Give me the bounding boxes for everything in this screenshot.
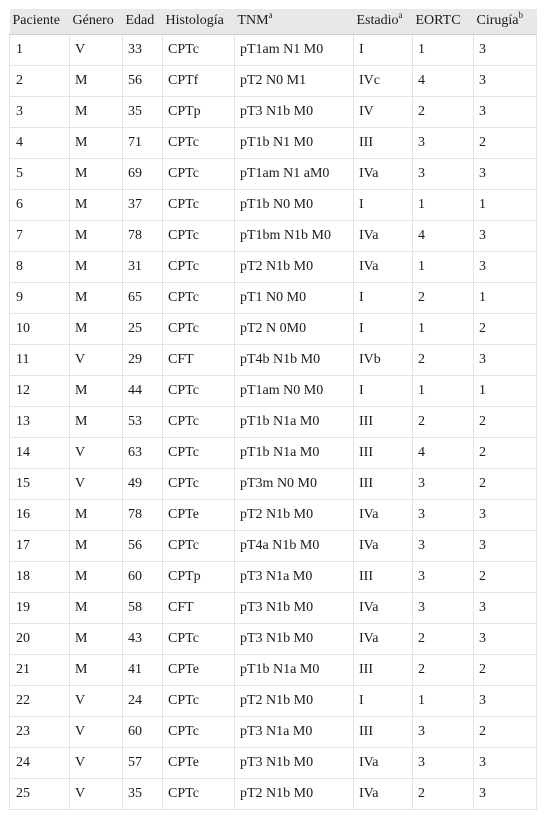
cell-histologia: CPTc — [163, 623, 235, 654]
cell-edad: 78 — [123, 499, 163, 530]
cell-paciente: 20 — [10, 623, 70, 654]
cell-tnm: pT2 N1b M0 — [235, 499, 354, 530]
cell-edad: 33 — [123, 34, 163, 65]
cell-estadio: IVb — [354, 344, 413, 375]
cell-eortc: 1 — [413, 685, 474, 716]
cell-estadio: IVa — [354, 158, 413, 189]
cell-histologia: CPTe — [163, 747, 235, 778]
header-cirugia: Cirugía$^b$ — [474, 9, 537, 34]
cell-cirugia: 2 — [474, 654, 537, 685]
cell-histologia: CPTp — [163, 96, 235, 127]
table-row — [10, 530, 537, 561]
cell-tnm: pT3 N1a M0 — [235, 561, 354, 592]
cell-paciente: 7 — [10, 220, 70, 251]
cell-tnm: pT4a N1b M0 — [235, 530, 354, 561]
cell-tnm: pT3 N1b M0 — [235, 96, 354, 127]
cell-paciente: 1 — [10, 34, 70, 65]
cell-edad: 65 — [123, 282, 163, 313]
table-row — [10, 592, 537, 623]
cell-histologia: CPTc — [163, 530, 235, 561]
cell-eortc: 3 — [413, 561, 474, 592]
cell-paciente: 21 — [10, 654, 70, 685]
cell-cirugia: 3 — [474, 778, 537, 809]
cell-paciente: 2 — [10, 65, 70, 96]
table-row — [10, 344, 537, 375]
cell-eortc: 1 — [413, 34, 474, 65]
cell-paciente: 15 — [10, 468, 70, 499]
cell-genero: M — [70, 530, 123, 561]
table-row — [10, 34, 537, 65]
table-row — [10, 561, 537, 592]
cell-histologia: CPTc — [163, 220, 235, 251]
cell-genero: V — [70, 468, 123, 499]
cell-paciente: 8 — [10, 251, 70, 282]
cell-tnm: pT1b N1a M0 — [235, 654, 354, 685]
cell-cirugia: 3 — [474, 251, 537, 282]
cell-histologia: CPTc — [163, 716, 235, 747]
cell-paciente: 10 — [10, 313, 70, 344]
cell-genero: V — [70, 747, 123, 778]
cell-histologia: CPTc — [163, 313, 235, 344]
cell-estadio: III — [354, 561, 413, 592]
cell-cirugia: 3 — [474, 65, 537, 96]
cell-cirugia: 1 — [474, 189, 537, 220]
cell-genero: M — [70, 313, 123, 344]
cell-tnm: pT1am N0 M0 — [235, 375, 354, 406]
cell-eortc: 2 — [413, 344, 474, 375]
cell-tnm: pT2 N1b M0 — [235, 778, 354, 809]
cell-paciente: 3 — [10, 96, 70, 127]
cell-paciente: 18 — [10, 561, 70, 592]
header-eortc: EORTC — [413, 9, 474, 34]
cell-estadio: III — [354, 468, 413, 499]
cell-genero: M — [70, 127, 123, 158]
cell-paciente: 17 — [10, 530, 70, 561]
table-row — [10, 127, 537, 158]
cell-cirugia: 2 — [474, 127, 537, 158]
cell-edad: 56 — [123, 65, 163, 96]
table-row — [10, 747, 537, 778]
cell-estadio: IV — [354, 96, 413, 127]
cell-estadio: I — [354, 375, 413, 406]
cell-tnm: pT1b N1a M0 — [235, 437, 354, 468]
table-row — [10, 406, 537, 437]
cell-eortc: 2 — [413, 282, 474, 313]
table-row — [10, 189, 537, 220]
cell-tnm: pT2 N 0M0 — [235, 313, 354, 344]
cell-histologia: CPTc — [163, 437, 235, 468]
cell-eortc: 2 — [413, 654, 474, 685]
cell-cirugia: 3 — [474, 685, 537, 716]
cell-estadio: IVa — [354, 220, 413, 251]
cell-genero: V — [70, 685, 123, 716]
cell-genero: M — [70, 158, 123, 189]
cell-genero: V — [70, 778, 123, 809]
cell-histologia: CPTc — [163, 127, 235, 158]
cell-estadio: I — [354, 313, 413, 344]
cell-genero: M — [70, 623, 123, 654]
cell-paciente: 4 — [10, 127, 70, 158]
cell-cirugia: 3 — [474, 220, 537, 251]
cell-tnm: pT1 N0 M0 — [235, 282, 354, 313]
cell-tnm: pT1b N1a M0 — [235, 406, 354, 437]
cell-cirugia: 3 — [474, 344, 537, 375]
cell-genero: M — [70, 654, 123, 685]
cell-paciente: 6 — [10, 189, 70, 220]
cell-histologia: CPTe — [163, 654, 235, 685]
header-edad: Edad — [123, 9, 163, 34]
cell-tnm: pT3 N1b M0 — [235, 592, 354, 623]
header-paciente: Paciente — [10, 9, 70, 34]
cell-histologia: CPTc — [163, 34, 235, 65]
cell-genero: M — [70, 499, 123, 530]
cell-edad: 41 — [123, 654, 163, 685]
cell-cirugia: 3 — [474, 592, 537, 623]
cell-histologia: CPTc — [163, 189, 235, 220]
cell-genero: V — [70, 34, 123, 65]
table-row — [10, 437, 537, 468]
cell-edad: 37 — [123, 189, 163, 220]
cell-edad: 78 — [123, 220, 163, 251]
cell-histologia: CPTc — [163, 468, 235, 499]
cell-edad: 60 — [123, 561, 163, 592]
cell-paciente: 9 — [10, 282, 70, 313]
cell-eortc: 3 — [413, 716, 474, 747]
cell-estadio: I — [354, 34, 413, 65]
cell-estadio: III — [354, 127, 413, 158]
cell-histologia: CPTc — [163, 282, 235, 313]
cell-edad: 49 — [123, 468, 163, 499]
cell-estadio: III — [354, 437, 413, 468]
cell-histologia: CPTc — [163, 685, 235, 716]
header-estadio: Estadio$^a$ — [354, 9, 413, 34]
cell-tnm: pT1bm N1b M0 — [235, 220, 354, 251]
cell-eortc: 3 — [413, 530, 474, 561]
cell-cirugia: 3 — [474, 158, 537, 189]
table-row — [10, 499, 537, 530]
cell-eortc: 3 — [413, 468, 474, 499]
cell-histologia: CPTc — [163, 251, 235, 282]
cell-genero: M — [70, 406, 123, 437]
cell-genero: M — [70, 220, 123, 251]
cell-cirugia: 2 — [474, 437, 537, 468]
cell-paciente: 23 — [10, 716, 70, 747]
table-row — [10, 685, 537, 716]
cell-edad: 29 — [123, 344, 163, 375]
cell-edad: 31 — [123, 251, 163, 282]
cell-edad: 60 — [123, 716, 163, 747]
cell-eortc: 2 — [413, 778, 474, 809]
cell-estadio: IVc — [354, 65, 413, 96]
cell-eortc: 4 — [413, 220, 474, 251]
cell-tnm: pT3 N1a M0 — [235, 716, 354, 747]
cell-tnm: pT2 N1b M0 — [235, 685, 354, 716]
cell-histologia: CPTc — [163, 375, 235, 406]
cell-tnm: pT1b N0 M0 — [235, 189, 354, 220]
cell-estadio: IVa — [354, 499, 413, 530]
table-row — [10, 158, 537, 189]
cell-tnm: pT1am N1 aM0 — [235, 158, 354, 189]
cell-cirugia: 2 — [474, 561, 537, 592]
cell-eortc: 2 — [413, 406, 474, 437]
cell-histologia: CPTp — [163, 561, 235, 592]
cell-paciente: 12 — [10, 375, 70, 406]
cell-estadio: I — [354, 189, 413, 220]
cell-cirugia: 3 — [474, 623, 537, 654]
cell-genero: M — [70, 375, 123, 406]
cell-histologia: CFT — [163, 592, 235, 623]
cell-paciente: 5 — [10, 158, 70, 189]
cell-genero: V — [70, 716, 123, 747]
table-row — [10, 654, 537, 685]
cell-edad: 56 — [123, 530, 163, 561]
cell-histologia: CPTc — [163, 406, 235, 437]
cell-tnm: pT1b N1 M0 — [235, 127, 354, 158]
header-tnm: TNM$^a$ — [235, 9, 354, 34]
header-genero: Género — [70, 9, 123, 34]
cell-estadio: III — [354, 716, 413, 747]
cell-histologia: CPTc — [163, 158, 235, 189]
cell-cirugia: 3 — [474, 747, 537, 778]
cell-genero: V — [70, 437, 123, 468]
table-row — [10, 375, 537, 406]
cell-genero: M — [70, 96, 123, 127]
cell-tnm: pT2 N1b M0 — [235, 251, 354, 282]
cell-edad: 35 — [123, 778, 163, 809]
cell-tnm: pT3 N1b M0 — [235, 747, 354, 778]
cell-paciente: 16 — [10, 499, 70, 530]
table-body — [10, 34, 537, 809]
cell-estadio: IVa — [354, 623, 413, 654]
cell-edad: 58 — [123, 592, 163, 623]
table-row — [10, 716, 537, 747]
cell-estadio: IVa — [354, 251, 413, 282]
cell-paciente: 11 — [10, 344, 70, 375]
cell-cirugia: 3 — [474, 96, 537, 127]
cell-tnm: pT3 N1b M0 — [235, 623, 354, 654]
cell-cirugia: 3 — [474, 499, 537, 530]
cell-edad: 35 — [123, 96, 163, 127]
cell-histologia: CPTf — [163, 65, 235, 96]
cell-genero: M — [70, 65, 123, 96]
cell-edad: 25 — [123, 313, 163, 344]
cell-cirugia: 3 — [474, 530, 537, 561]
cell-genero: M — [70, 282, 123, 313]
cell-paciente: 13 — [10, 406, 70, 437]
cell-genero: M — [70, 561, 123, 592]
cell-eortc: 3 — [413, 499, 474, 530]
cell-eortc: 1 — [413, 189, 474, 220]
cell-eortc: 3 — [413, 158, 474, 189]
cell-edad: 53 — [123, 406, 163, 437]
cell-estadio: I — [354, 282, 413, 313]
table-row — [10, 778, 537, 809]
cell-cirugia: 3 — [474, 34, 537, 65]
patient-table-container — [9, 9, 536, 810]
table-header — [10, 9, 537, 34]
header-row — [10, 9, 537, 34]
cell-paciente: 25 — [10, 778, 70, 809]
table-row — [10, 313, 537, 344]
cell-edad: 63 — [123, 437, 163, 468]
cell-estadio: IVa — [354, 747, 413, 778]
table-row — [10, 282, 537, 313]
cell-eortc: 1 — [413, 251, 474, 282]
cell-eortc: 2 — [413, 623, 474, 654]
cell-estadio: III — [354, 406, 413, 437]
cell-edad: 57 — [123, 747, 163, 778]
cell-tnm: pT2 N0 M1 — [235, 65, 354, 96]
patient-table — [9, 9, 537, 810]
cell-eortc: 1 — [413, 375, 474, 406]
table-row — [10, 251, 537, 282]
table-row — [10, 623, 537, 654]
cell-tnm: pT1am N1 M0 — [235, 34, 354, 65]
cell-eortc: 3 — [413, 592, 474, 623]
cell-edad: 44 — [123, 375, 163, 406]
cell-paciente: 22 — [10, 685, 70, 716]
cell-tnm: pT4b N1b M0 — [235, 344, 354, 375]
cell-histologia: CFT — [163, 344, 235, 375]
cell-genero: M — [70, 189, 123, 220]
cell-cirugia: 2 — [474, 716, 537, 747]
header-histologia: Histología — [163, 9, 235, 34]
cell-cirugia: 1 — [474, 375, 537, 406]
cell-cirugia: 2 — [474, 468, 537, 499]
table-row — [10, 65, 537, 96]
cell-estadio: I — [354, 685, 413, 716]
cell-eortc: 3 — [413, 747, 474, 778]
cell-cirugia: 1 — [474, 282, 537, 313]
cell-genero: M — [70, 251, 123, 282]
cell-edad: 43 — [123, 623, 163, 654]
cell-eortc: 3 — [413, 127, 474, 158]
cell-paciente: 14 — [10, 437, 70, 468]
cell-cirugia: 2 — [474, 313, 537, 344]
cell-edad: 24 — [123, 685, 163, 716]
table-row — [10, 468, 537, 499]
cell-tnm: pT3m N0 M0 — [235, 468, 354, 499]
cell-estadio: IVa — [354, 778, 413, 809]
cell-eortc: 4 — [413, 437, 474, 468]
cell-genero: V — [70, 344, 123, 375]
cell-histologia: CPTe — [163, 499, 235, 530]
cell-estadio: IVa — [354, 530, 413, 561]
cell-edad: 69 — [123, 158, 163, 189]
cell-eortc: 1 — [413, 313, 474, 344]
cell-estadio: IVa — [354, 592, 413, 623]
cell-edad: 71 — [123, 127, 163, 158]
cell-paciente: 19 — [10, 592, 70, 623]
table-row — [10, 96, 537, 127]
cell-paciente: 24 — [10, 747, 70, 778]
cell-histologia: CPTc — [163, 778, 235, 809]
cell-genero: M — [70, 592, 123, 623]
cell-eortc: 2 — [413, 96, 474, 127]
cell-eortc: 4 — [413, 65, 474, 96]
cell-cirugia: 2 — [474, 406, 537, 437]
cell-estadio: III — [354, 654, 413, 685]
table-row — [10, 220, 537, 251]
